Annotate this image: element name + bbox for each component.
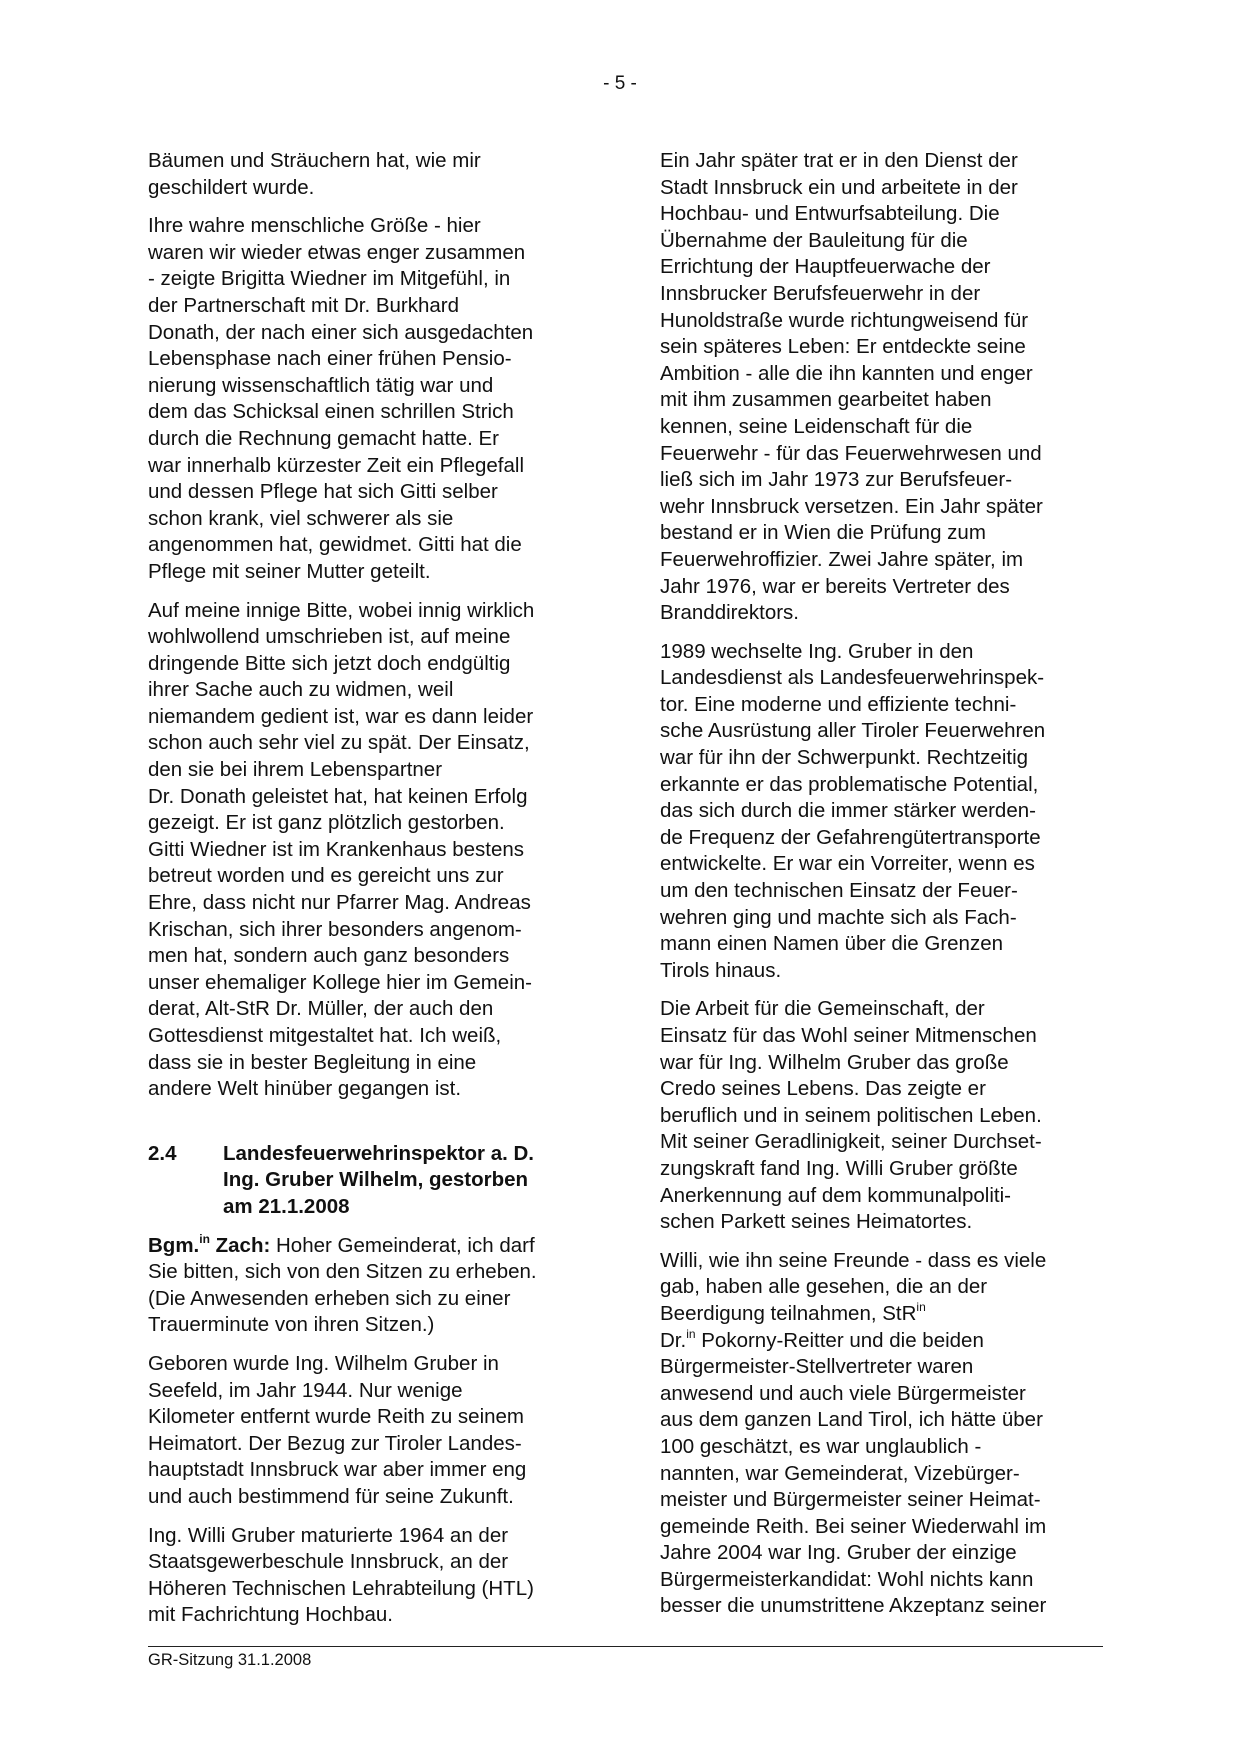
paragraph: Geboren wurde Ing. Wilhelm Gruber in Seefeld, im Jahr 1944. Nur wenige Kilometer entfernt wurde Reith zu seinem Heimatort. Der Bezug zur Tiroler Landes- hauptstadt Innsbruck war aber immer eng und auch bestimmend für seine Zukunft.	[148, 1351, 527, 1508]
right-column	[660, 148, 1105, 1632]
paragraph: Die Arbeit für die Gemeinschaft, der Einsatz für das Wohl seiner Mitmenschen war für Ing. Wilhelm Gruber das große Credo seines Lebens. Das zeigte er beruflich und in seinem politischen Leben. Mit seiner Geradlinigkeit, seiner Durchset- zungskraft fand Ing. Willi Gruber größte Anerkennung auf dem kommunalpoliti- schen Parkett seines Heimatortes.	[660, 997, 1042, 1234]
paragraph: Willi, wie ihn seine Freunde - dass es viele gab, haben alle gesehen, die an der Beerdigung teilnahmen, StR$^{in}$ Dr.$^{in}$ Pokorny-Reitter und die beiden Bürgermeister-Stellvertreter waren anwesend und auch viele Bürgermeister aus dem ganzen Land Tirol, ich hätte über 100 geschätzt, es war unglaublich - nannten, war Gemeinderat, Vizebürger- meister und Bürgermeister seiner Heimat- gemeinde Reith. Bei seiner Wiederwahl im Jahre 2004 war Ing. Gruber der einzige Bürgermeisterkandidat: Wohl nichts kann besser die unumstrittene Akzeptanz seiner	[660, 1248, 1047, 1618]
paragraph: Auf meine innige Bitte, wobei innig wirklich wohlwollend umschrieben ist, auf meine dringende Bitte sich jetzt doch endgültig ihrer Sache auch zu widmen, weil niemandem gedient ist, war es dann leider schon auch sehr viel zu spät. Der Einsatz, den sie bei ihrem Lebenspartner Dr. Donath geleistet hat, hat keinen Erfolg gezeigt. Er ist ganz plötzlich gestorben. Gitti Wiedner ist im Krankenhaus bestens betreut worden und es gereicht uns zur Ehre, dass nicht nur Pfarrer Mag. Andreas Krischan, sich ihrer besonders angenom- men hat, sondern auch ganz besonders unser ehemaliger Kollege hier im Gemein- derat, Alt-StR Dr. Müller, der auch den Gottesdienst mitgestaltet hat. Ich weiß, dass sie in bester Begleitung in eine andere Welt hinüber gegangen ist.	[148, 598, 535, 1101]
paragraph: 1989 wechselte Ing. Gruber in den Landesdienst als Landesfeuerwehrinspek- tor. Eine moderne und effiziente techni- sche Ausrüstung aller Tiroler Feuerwehren war für ihn der Schwerpunkt. Rechtzeitig erkannte er das problematische Potential, das sich durch die immer stärker werden- de Frequenz der Gefahrengütertransporte entwickelte. Er war ein Vorreiter, wenn es um den technischen Einsatz der Feuer- wehren ging und machte sich als Fach- mann einen Namen über die Grenzen Tirols hinaus.	[660, 639, 1046, 982]
speaker-paragraph	[148, 1233, 593, 1339]
section-heading	[148, 1141, 593, 1221]
paragraph: Bäumen und Sträuchern hat, wie mir geschildert wurde.	[148, 149, 481, 199]
left-column	[148, 148, 593, 1641]
paragraph: Ihre wahre menschliche Größe - hier waren wir wieder etwas enger zusammen - zeigte Brigitta Wiedner im Mitgefühl, in der Partnerschaft mit Dr. Burkhard Donath, der nach einer sich ausgedachten Lebensphase nach einer frühen Pensio- nierung wissenschaftlich tätig war und dem das Schicksal einen schrillen Strich durch die Rechnung gemacht hatte. Er war innerhalb kürzester Zeit ein Pflegefall und dessen Pflege hat sich Gitti selber schon krank, viel schwerer als sie angenommen hat, gewidmet. Gitti hat die Pflege mit seiner Mutter geteilt.	[148, 214, 534, 583]
footer-divider	[148, 1646, 1103, 1647]
footer-text: GR-Sitzung 31.1.2008	[148, 1651, 312, 1669]
speaker-text: Hoher Gemeinderat, ich darf Sie bitten, sich von den Sitzen zu erheben. (Die Anwesenden erheben sich zu einer Trauerminute von ihren Sitzen.)	[148, 1233, 537, 1337]
speaker-name: Bgm.$^{in}$ Zach:	[148, 1231, 271, 1257]
page-number: - 5 -	[603, 73, 637, 94]
section-title: Landesfeuerwehrinspektor a. D. Ing. Gruber Wilhelm, gestorben am 21.1.2008	[223, 1141, 535, 1218]
paragraph: Ing. Willi Gruber maturierte 1964 an der Staatsgewerbeschule Innsbruck, an der Höheren Technischen Lehrabteilung (HTL) mit Fachrichtung Hochbau.	[148, 1523, 534, 1627]
section-number: 2.4	[148, 1141, 177, 1165]
paragraph: Ein Jahr später trat er in den Dienst der Stadt Innsbruck ein und arbeitete in der Hochbau- und Entwurfsabteilung. Die Übernahme der Bauleitung für die Errichtung der Hauptfeuerwache der Innsbrucker Berufsfeuerwehr in der Hunoldstraße wurde richtungweisend für sein späteres Leben: Er entdeckte seine Ambition - alle die ihn kannten und enger mit ihm zusammen gearbeitet haben kennen, seine Leidenschaft für die Feuerwehr - für das Feuerwehrwesen und ließ sich im Jahr 1973 zur Berufsfeuer- wehr Innsbruck versetzen. Ein Jahr später bestand er in Wien die Prüfung zum Feuerwehroffizier. Zwei Jahre später, im Jahr 1976, war er bereits Vertreter des Branddirektors.	[660, 149, 1043, 625]
